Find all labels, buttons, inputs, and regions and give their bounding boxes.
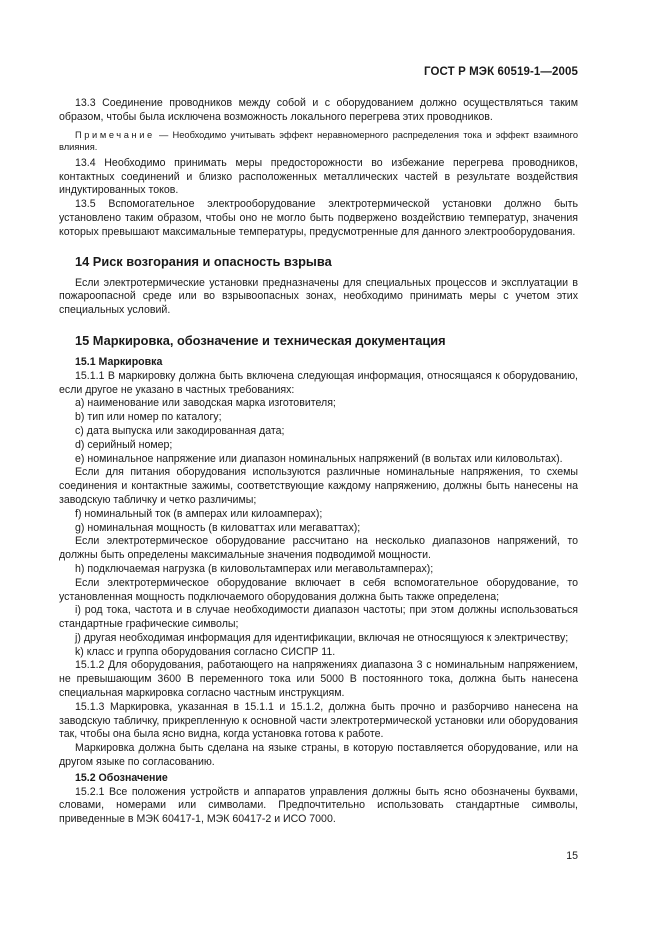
list-item-c: c) дата выпуска или закодированная дата; <box>75 424 285 437</box>
paragraph-voltage-ranges: Если электротермическое оборудование рассчитано на несколько диапазонов напряжений, то должны быть определены максимальные значения подводимой мощности. <box>59 535 578 562</box>
note-text: — Необходимо учитывать эффект неравномерного распределения тока и эффект взаимного влияния. <box>59 129 578 153</box>
list-item-j: j) другая необходимая информация для идентификации, включая не относящуюся к электричеству; <box>75 631 569 644</box>
paragraph-15-1-2: 15.1.2 Для оборудования, работающего на напряжениях диапазона 3 с номинальным напряжением, не превышающим 3600 В переменного тока или 5000 В постоянного тока, должна быть нанесена специальная маркировка согласно частным инструкциям. <box>59 659 578 700</box>
paragraph-13-5: 13.5 Вспомогательное электрооборудование электротермической установки должно быть установлено таким образом, чтобы оно не могло быть подвержено воздействию температур, значения которых превышают максимальные температуры, предусмотренные для данного электрооборудования. <box>59 198 578 238</box>
paragraph-auxiliary: Если электротермическое оборудование включает в себя вспомогательное оборудование, то установленная мощность подключаемого оборудования должна быть также определена; <box>59 576 578 603</box>
paragraph-15-2-1: 15.2.1 Все положения устройств и аппаратов управления должны быть ясно обозначены буквами, словами, номерами или символами. Предпочтительно использовать стандартные символы, приведенные в МЭК 60417-1, МЭК 60417-2 и ИСО 7000. <box>59 785 578 826</box>
list-item-i: i) род тока, частота и в случае необходимости диапазон частоты; при этом должны использоваться стандартные графические символы; <box>59 604 578 631</box>
page-body <box>59 97 578 827</box>
note-label: Примечание <box>75 129 155 140</box>
paragraph-15-1-3: 15.1.3 Маркировка, указанная в 15.1.1 и 15.1.2, должна быть прочно и разборчиво нанесена на заводскую табличку, прикрепленную к основной части электротермической установки или оборудования так, чтобы она была ясно видна, когда установка готова к работе. <box>59 700 578 741</box>
note-13-3 <box>59 129 578 154</box>
list-item-f: f) номинальный ток (в амперах или килоамперах); <box>75 507 323 520</box>
list-item-e: e) номинальное напряжение или диапазон номинальных напряжений (в вольтах или киловольтах). <box>75 452 563 465</box>
page-number: 15 <box>566 850 578 862</box>
paragraph-power-supply: Если для питания оборудования используются различные номинальные напряжения, то схемы соединения и контактные зажимы, соответствующие каждому напряжению, должны быть нанесены на заводскую табличку и четко различимы; <box>59 466 578 506</box>
list-item-d: d) серийный номер; <box>75 438 173 451</box>
list-item-a: a) наименование или заводская марка изготовителя; <box>75 397 336 410</box>
paragraph-13-3: 13.3 Соединение проводников между собой и с оборудованием должно осуществляться таким образом, чтобы была исключена возможность локального перегрева этих проводников. <box>59 97 578 123</box>
paragraph-14: Если электротермические установки предназначены для специальных процессов и эксплуатации в пожароопасной среде или во взрывоопасных зонах, необходимо принимать меры с учетом этих специальных условий. <box>59 276 578 317</box>
section-15-heading: 15 Маркировка, обозначение и техническая документация <box>75 332 446 348</box>
list-item-h: h) подключаемая нагрузка (в киловольтамперах или мегавольтамперах); <box>75 562 434 575</box>
subsection-15-1-heading: 15.1 Маркировка <box>75 355 163 368</box>
paragraph-language: Маркировка должна быть сделана на языке страны, в которую поставляется оборудование, или на другом языке по согласованию. <box>59 742 578 769</box>
subsection-15-2-heading: 15.2 Обозначение <box>75 771 168 784</box>
list-item-k: k) класс и группа оборудования согласно СИСПР 11. <box>75 645 336 658</box>
list-item-b: b) тип или номер по каталогу; <box>75 411 222 424</box>
paragraph-15-1-1: 15.1.1 В маркировку должна быть включена следующая информация, относящаяся к оборудованию, если другое не указано в частных требованиях: <box>59 369 578 396</box>
standard-designation: ГОСТ Р МЭК 60519-1—2005 <box>424 66 578 78</box>
section-14-heading: 14 Риск возгорания и опасность взрыва <box>75 253 332 269</box>
paragraph-13-4: 13.4 Необходимо принимать меры предосторожности во избежание перегрева проводников, контактных соединений и близко расположенных металлических частей в результате воздействия индуктированных токов. <box>59 156 578 197</box>
list-item-g: g) номинальная мощность (в киловаттах или мегаваттах); <box>75 521 361 534</box>
